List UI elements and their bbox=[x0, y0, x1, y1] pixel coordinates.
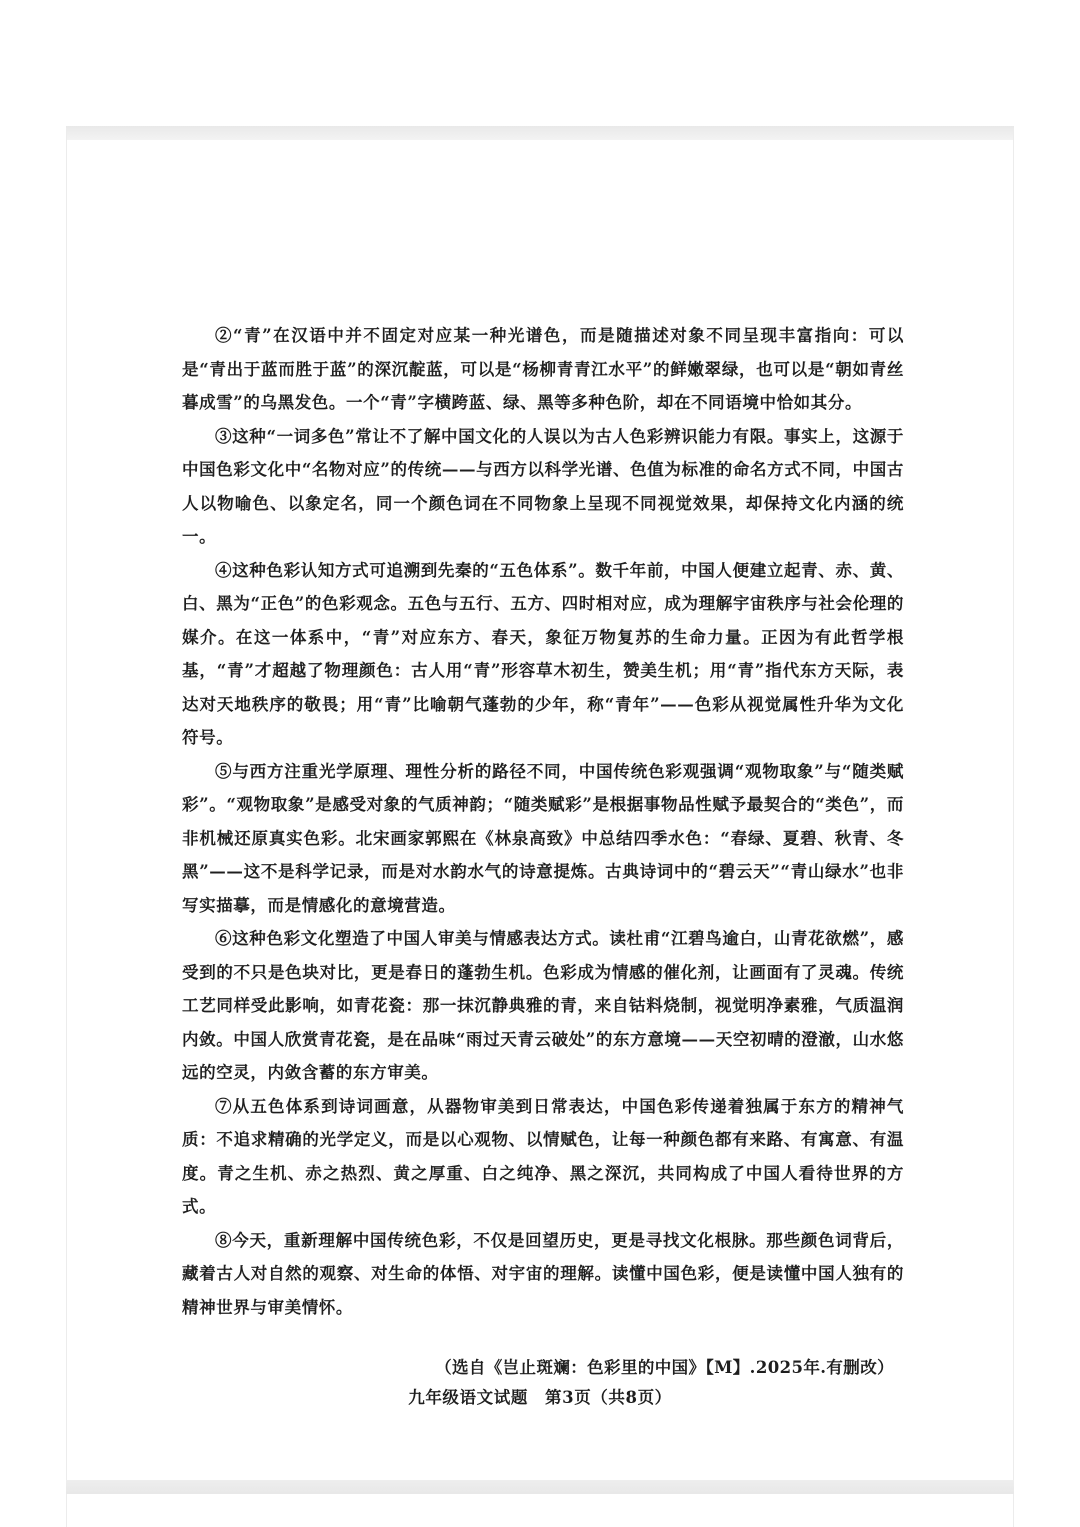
paragraph-7: ⑦从五色体系到诗词画意，从器物审美到日常表达，中国色彩传递着独属于东方的精神气质：不追求精确的光学定义，而是以心观物、以情赋色，让每一种颜色都有来路、有寓意、有温度。青之生机、赤之热烈、黄之厚重、白之纯净、黑之深沉，共同构成了中国人看待世界的方式。 bbox=[182, 1096, 904, 1216]
page-top-band bbox=[66, 126, 1014, 140]
paragraph-2: ②“青”在汉语中并不固定对应某一种光谱色，而是随描述对象不同呈现丰富指向：可以是“青出于蓝而胜于蓝”的深沉靛蓝，可以是“杨柳青青江水平”的鲜嫩翠绿，也可以是“朝如青丝暮成雪”的乌黑发色。一个“青”字横跨蓝、绿、黑等多种色阶，却在不同语境中恰如其分。 bbox=[182, 326, 904, 412]
paragraph-8: ⑧今天，重新理解中国传统色彩，不仅是回望历史，更是寻找文化根脉。那些颜色词背后，藏着古人对自然的观察、对生命的体悟、对宇宙的理解。读懂中国色彩，便是读懂中国人独有的精神世界与审美情怀。 bbox=[182, 1230, 904, 1317]
page-bottom-band bbox=[66, 1480, 1014, 1494]
paragraph-3: ③这种“一词多色”常让不了解中国文化的人误以为古人色彩辨识能力有限。事实上，这源于中国色彩文化中“名物对应”的传统——与西方以科学光谱、色值为标准的命名方式不同，中国古人以物喻色、以象定名，同一个颜色词在不同物象上呈现不同视觉效果，却保持文化内涵的统一。 bbox=[182, 426, 904, 546]
page-left-edge bbox=[66, 128, 67, 1527]
source-citation: （选自《岂止斑斓：色彩里的中国》【M】.2025年.有删改） bbox=[435, 1358, 894, 1377]
page-right-edge bbox=[1013, 128, 1014, 1527]
paragraph-4: ④这种色彩认知方式可追溯到先秦的“五色体系”。数千年前，中国人便建立起青、赤、黄、白、黑为“正色”的色彩观念。五色与五行、五方、四时相对应，成为理解宇宙秩序与社会伦理的媒介。在这一体系中，“青”对应东方、春天，象征万物复苏的生命力量。正因为有此哲学根基，“青”才超越了物理颜色：古人用“青”形容草木初生，赞美生机；用“青”指代东方天际，表达对天地秩序的敬畏；用“青”比喻朝气蓬勃的少年，称“青年”——色彩从视觉属性升华为文化符号。 bbox=[182, 560, 904, 747]
page-footer: 九年级语文试题 第3页（共8页） bbox=[408, 1388, 672, 1407]
paragraph-6: ⑥这种色彩文化塑造了中国人审美与情感表达方式。读杜甫“江碧鸟逾白，山青花欲燃”，感受到的不只是色块对比，更是春日的蓬勃生机。色彩成为情感的催化剂，让画面有了灵魂。传统工艺同样受此影响，如青花瓷：那一抹沉静典雅的青，来自钴料烧制，视觉明净素雅，气质温润内敛。中国人欣赏青花瓷，是在品味“雨过天青云破处”的东方意境——天空初晴的澄澈，山水悠远的空灵，内敛含蓄的东方审美。 bbox=[182, 929, 904, 1082]
paragraph-5: ⑤与西方注重光学原理、理性分析的路径不同，中国传统色彩观强调“观物取象”与“随类赋彩”。“观物取象”是感受对象的气质神韵；“随类赋彩”是根据事物品性赋予最契合的“类色”，而非机械还原真实色彩。北宋画家郭熙在《林泉高致》中总结四季水色：“春绿、夏碧、秋青、冬黑”——这不是科学记录，而是对水韵水气的诗意提炼。古典诗词中的“碧云天”“青山绿水”也非写实描摹，而是情感化的意境营造。 bbox=[182, 761, 904, 915]
article-body bbox=[182, 319, 904, 1324]
